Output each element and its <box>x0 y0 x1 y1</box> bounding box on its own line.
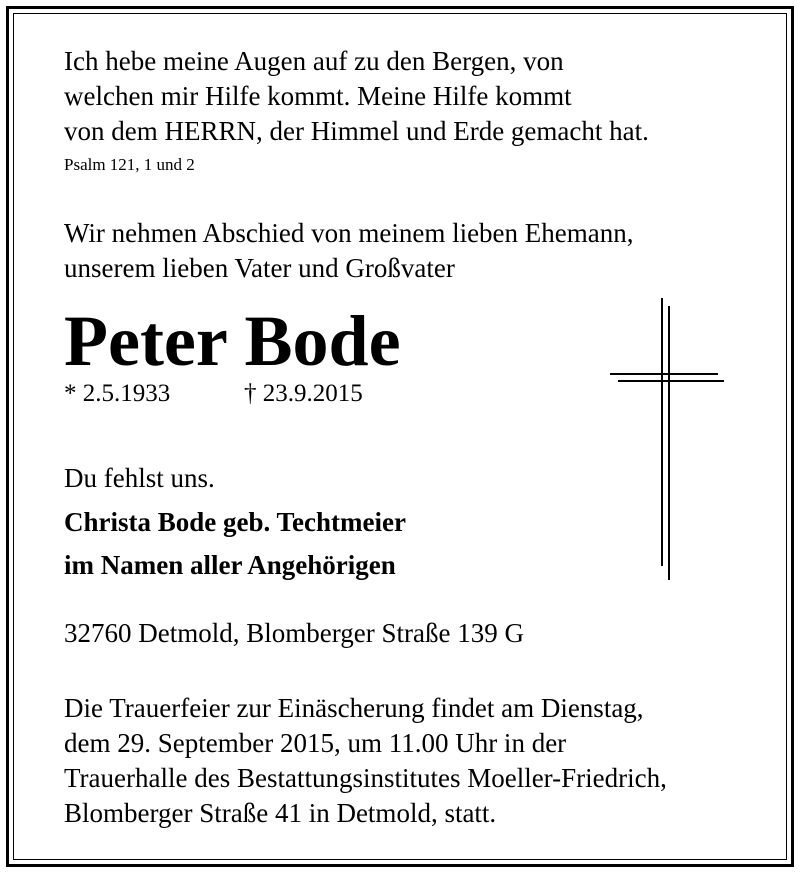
service-line: Die Trauerfeier zur Einäscherung findet am Dienstag, <box>64 693 644 723</box>
service-line: dem 29. September 2015, um 11.00 Uhr in der <box>64 728 567 758</box>
double-line-cross-icon <box>608 298 728 583</box>
signer-line: Christa Bode geb. Techtmeier <box>64 507 406 537</box>
verse-line: von dem HERRN, der Himmel und Erde gemacht hat. <box>64 116 649 146</box>
death-date: † 23.9.2015 <box>244 380 363 407</box>
funeral-service-notice <box>64 691 667 831</box>
birth-date: * 2.5.1933 <box>64 380 171 407</box>
farewell-intro <box>64 216 634 286</box>
intro-line: unserem lieben Vater und Großvater <box>64 253 455 283</box>
mourners-signature <box>64 501 406 587</box>
deceased-name: Peter Bode <box>64 301 401 381</box>
intro-line: Wir nehmen Abschied von meinem lieben Ehemann, <box>64 218 634 248</box>
psalm-reference: Psalm 121, 1 und 2 <box>64 155 195 174</box>
psalm-verse <box>64 44 649 149</box>
verse-line: welchen mir Hilfe kommt. Meine Hilfe kommt <box>64 81 572 111</box>
family-address: 32760 Detmold, Blomberger Straße 139 G <box>64 618 524 648</box>
signer-line: im Namen aller Angehörigen <box>64 550 396 580</box>
service-line: Trauerhalle des Bestattungsinstitutes Moeller-Friedrich, <box>64 763 667 793</box>
mourning-message: Du fehlst uns. <box>64 463 215 493</box>
verse-line: Ich hebe meine Augen auf zu den Bergen, von <box>64 46 564 76</box>
service-line: Blomberger Straße 41 in Detmold, statt. <box>64 798 497 828</box>
